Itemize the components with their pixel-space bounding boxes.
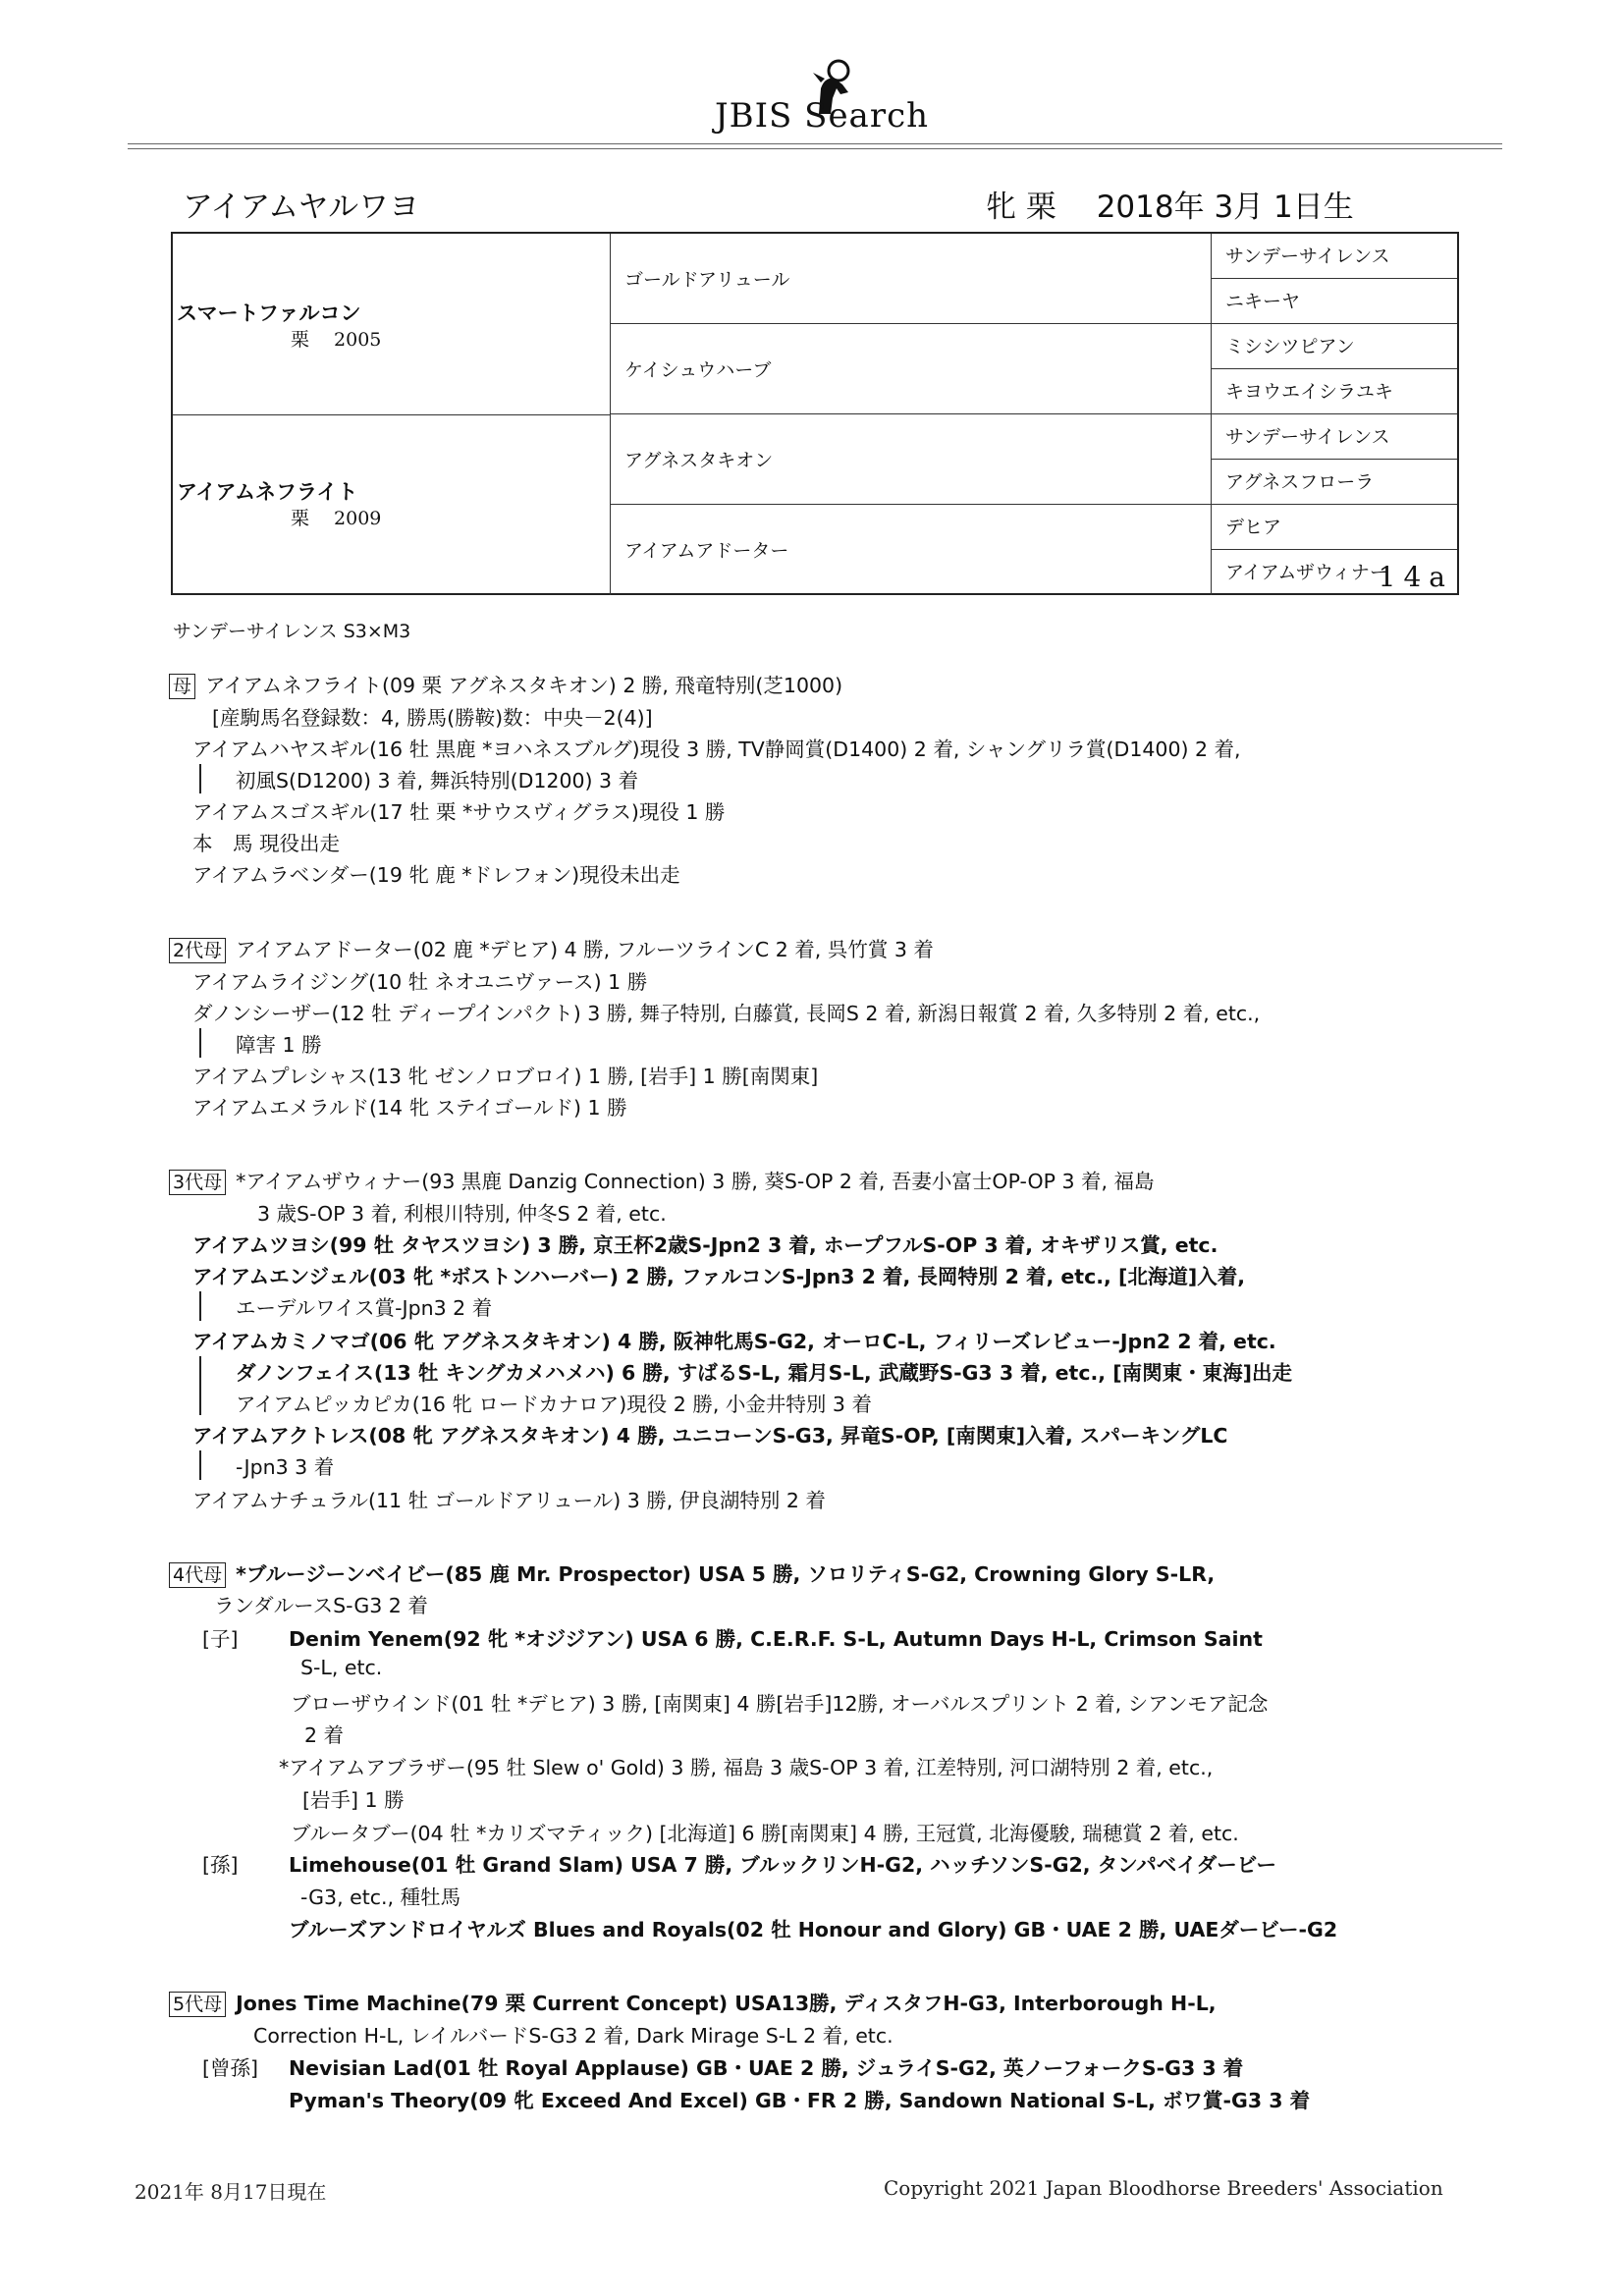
pedigree-table [171, 232, 1459, 595]
pedigree-gen3-cell [1212, 324, 1457, 369]
pedigree-gen3-name: キヨウエイシラユキ [1225, 381, 1394, 403]
dam2-line: アイアムエメラルド(14 牝 ステイゴールド) 1 勝 [192, 1096, 627, 1120]
sire-color-year: 栗 2005 [291, 329, 382, 351]
dam2-line: アイアムライジング(10 牡 ネオユニヴァース) 1 勝 [192, 970, 648, 994]
pedigree-gen2-name: アグネスタキオン [624, 450, 774, 471]
grandchild-label: [孫] [202, 1853, 239, 1877]
pedigree-gen3-name: デヒア [1225, 517, 1282, 538]
pedigree-gen2-cell [611, 414, 1212, 505]
pedigree-gen3-name: アグネスフローラ [1225, 471, 1375, 493]
dam-line: 本 馬 現役出走 [192, 832, 341, 855]
dam-line: アイアムラベンダー(19 牝 鹿 *ドレフォン)現役未出走 [192, 863, 680, 887]
dam2-line: 障害 1 勝 [236, 1033, 322, 1057]
section-dam3-heading [169, 1165, 1155, 1195]
dam-cell [173, 415, 611, 595]
section-tag: 4代母 [169, 1562, 226, 1588]
sibling-bar [199, 1356, 201, 1415]
pedigree-gen3-name: ミシシツピアン [1225, 336, 1355, 357]
dam4-line: ランダルースS-G3 2 着 [214, 1594, 428, 1617]
pedigree-gen3-name: ニキーヤ [1225, 291, 1301, 312]
dam-line: アイアムネフライト(09 栗 アグネスタキオン) 2 勝, 飛竜特別(芝1000) [205, 674, 843, 697]
dam5-line: Nevisian Lad(01 牡 Royal Applause) GB・UAE 2 勝, ジュライS-G2, 英ノーフォークS-G3 3 着 [289, 2056, 1244, 2080]
sire-cell [173, 234, 611, 415]
dam4-line: *アイアムアブラザー(95 牡 Slew o' Gold) 3 勝, 福島 3 歳S-OP 3 着, 江差特別, 河口湖特別 2 着, etc., [279, 1756, 1214, 1779]
sibling-bar [199, 1028, 201, 1058]
pedigree-gen3-cell [1212, 414, 1457, 460]
logo-text: JBIS Search [715, 96, 930, 136]
dam4-line: -G3, etc., 種牡馬 [300, 1886, 461, 1909]
inbreeding-note: サンデーサイレンス S3×M3 [173, 621, 411, 642]
pedigree-gen3-cell [1212, 550, 1457, 595]
dam3-line: ダノンフェイス(13 牡 キングカメハメハ) 6 勝, すばるS-L, 霜月S-L, 武蔵野S-G3 3 着, etc., [南関東・東海]出走 [236, 1361, 1292, 1385]
offspring-label: [子] [202, 1627, 239, 1651]
sibling-bar [199, 1291, 201, 1321]
dam-line: [産駒馬名登録数：4, 勝馬(勝鞍)数：中央－2(4)] [212, 706, 653, 730]
pedigree-gen3-cell [1212, 234, 1457, 279]
pedigree-gen3-name: サンデーサイレンス [1225, 246, 1390, 267]
dam-line: アイアムスゴスギル(17 牡 栗 *サウスヴィグラス)現役 1 勝 [192, 800, 726, 824]
dam3-line: アイアムアクトレス(08 牝 アグネスタキオン) 4 勝, ユニコーンS-G3, 昇竜S-OP, [南関東]入着, スパーキングLC [192, 1424, 1228, 1448]
dam4-line: *ブルージーンベイビー(85 鹿 Mr. Prospector) USA 5 勝, ソロリティS-G2, Crowning Glory S-LR, [236, 1562, 1216, 1586]
dam3-line: 3 歳S-OP 3 着, 利根川特別, 仲冬S 2 着, etc. [257, 1202, 667, 1226]
sibling-bar [199, 764, 201, 793]
header-rule-2 [128, 148, 1502, 149]
section-tag: 2代母 [169, 938, 226, 963]
pedigree-gen2-cell [611, 505, 1212, 595]
family-number: 14a [1378, 561, 1453, 593]
section-tag: 5代母 [169, 1992, 226, 2017]
pedigree-gen3-cell [1212, 460, 1457, 505]
dam-name: アイアムネフライト [177, 480, 358, 504]
great-grandchild-label: [曾孫] [202, 2056, 258, 2080]
horse-name: アイアムヤルワヨ [183, 190, 420, 225]
dam3-line: アイアムカミノマゴ(06 牝 アグネスタキオン) 4 勝, 阪神牝馬S-G2, オーロC-L, フィリーズレビュー-Jpn2 2 着, etc. [192, 1330, 1276, 1353]
pedigree-gen2-name: ゴールドアリュール [624, 269, 790, 291]
dam3-line: -Jpn3 3 着 [236, 1455, 335, 1479]
as-of-date: 2021年 8月17日現在 [135, 2180, 327, 2204]
dam-line: アイアムハヤスギル(16 牡 黒鹿 *ヨハネスブルグ)現役 3 勝, TV静岡賞(D1400) 2 着, シャングリラ賞(D1400) 2 着, [192, 738, 1241, 761]
pedigree-gen3-cell [1212, 279, 1457, 324]
dam4-line: ブルーズアンドロイヤルズ Blues and Royals(02 牡 Honour and Glory) GB・UAE 2 勝, UAEダービー-G2 [289, 1918, 1338, 1941]
dam3-line: *アイアムザウィナー(93 黒鹿 Danzig Connection) 3 勝, 葵S-OP 2 着, 吾妻小富士OP-OP 3 着, 福島 [236, 1170, 1155, 1193]
dam3-line: アイアムエンジェル(03 牝 *ボストンハーバー) 2 勝, ファルコンS-Jpn3 2 着, 長岡特別 2 着, etc., [北海道]入着, [192, 1265, 1245, 1288]
section-dam5-heading [169, 1987, 1217, 2017]
dam-line: 初風S(D1200) 3 着, 舞浜特別(D1200) 3 着 [236, 769, 639, 793]
section-tag: 3代母 [169, 1170, 226, 1195]
pedigree-gen2-name: アイアムアドーター [624, 540, 789, 562]
dam5-line: Correction H-L, レイルバードS-G3 2 着, Dark Mirage S-L 2 着, etc. [253, 2024, 893, 2048]
section-dam2-heading [169, 933, 934, 963]
header-rule [128, 143, 1502, 144]
dam4-line: 2 着 [304, 1723, 345, 1747]
pedigree-gen3-name: アイアムザウィナー [1225, 562, 1388, 583]
dam2-line: アイアムアドーター(02 鹿 *デヒア) 4 勝, フルーツラインC 2 着, 呉竹賞 3 着 [236, 938, 934, 961]
dam4-line: ブルータブー(04 牡 *カリズマティック) [北海道] 6 勝[南関東] 4 勝, 王冠賞, 北海優駿, 瑞穂賞 2 着, etc. [291, 1822, 1239, 1845]
jbis-search-logo [715, 59, 950, 142]
pedigree-gen3-cell [1212, 369, 1457, 414]
dam4-line: Limehouse(01 牡 Grand Slam) USA 7 勝, ブルックリンH-G2, ハッチソンS-G2, タンパベイダービー [289, 1853, 1276, 1877]
dam3-line: アイアムナチュラル(11 牡 ゴールドアリュール) 3 勝, 伊良湖特別 2 着 [192, 1489, 826, 1512]
dam4-line: Denim Yenem(92 牝 *オジジアン) USA 6 勝, C.E.R.F. S-L, Autumn Days H-L, Crimson Saint [289, 1627, 1263, 1651]
dam-color-year: 栗 2009 [291, 508, 382, 529]
pedigree-gen3-name: サンデーサイレンス [1225, 426, 1390, 448]
dam4-line: S-L, etc. [300, 1656, 383, 1679]
dam4-line: ブローザウインド(01 牡 *デヒア) 3 勝, [南関東] 4 勝[岩手]12勝, オーバルスプリント 2 着, シアンモア記念 [291, 1692, 1269, 1716]
copyright: Copyright 2021 Japan Bloodhorse Breeders' Association [884, 2176, 1443, 2200]
pedigree-gen2-name: ケイシュウハーブ [624, 359, 772, 381]
dam3-line: アイアムツヨシ(99 牡 タヤスツヨシ) 3 勝, 京王杯2歳S-Jpn2 3 着, ホープフルS-OP 3 着, オキザリス賞, etc. [192, 1233, 1218, 1257]
pedigree-gen2-cell [611, 234, 1212, 324]
dam4-line: [岩手] 1 勝 [302, 1788, 405, 1812]
dam5-line: Pyman's Theory(09 牝 Exceed And Excel) GB・FR 2 勝, Sandown National S-L, ボワ賞-G3 3 着 [289, 2089, 1311, 2112]
section-tag: 母 [169, 674, 195, 699]
section-dam4-heading [169, 1558, 1215, 1588]
section-dam-heading [169, 669, 842, 699]
dam2-line: アイアムプレシャス(13 牝 ゼンノロブロイ) 1 勝, [岩手] 1 勝[南関東] [192, 1065, 819, 1088]
horse-sex-color-birth: 牝 栗 2018年 3月 1日生 [986, 190, 1354, 225]
sire-name: スマートファルコン [177, 301, 361, 325]
dam3-line: アイアムピッカピカ(16 牝 ロードカナロア)現役 2 勝, 小金井特別 3 着 [236, 1393, 872, 1416]
dam2-line: ダノンシーザー(12 牡 ディープインパクト) 3 勝, 舞子特別, 白藤賞, 長岡S 2 着, 新潟日報賞 2 着, 久多特別 2 着, etc., [192, 1002, 1261, 1025]
pedigree-gen2-cell [611, 324, 1212, 414]
dam5-line: Jones Time Machine(79 栗 Current Concept) USA13勝, ディスタフH-G3, Interborough H-L, [236, 1992, 1217, 2015]
pedigree-gen3-cell [1212, 505, 1457, 550]
sibling-bar [199, 1450, 201, 1480]
dam3-line: エーデルワイス賞-Jpn3 2 着 [236, 1296, 493, 1320]
